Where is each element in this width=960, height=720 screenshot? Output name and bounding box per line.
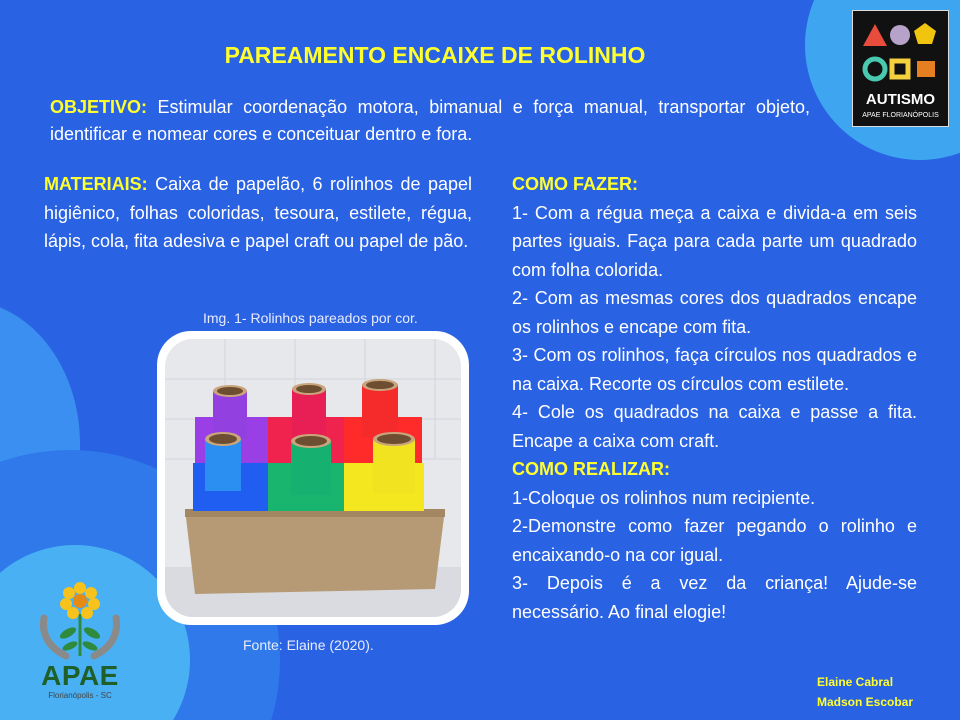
objective-label: OBJETIVO: bbox=[50, 97, 148, 117]
author-name: Elaine Cabral bbox=[817, 675, 894, 689]
objective-paragraph bbox=[50, 94, 810, 148]
photo-frame bbox=[157, 331, 469, 625]
apae-logo bbox=[30, 578, 130, 703]
how-to-do-step: 1-Coloque os rolinhos num recipiente. bbox=[512, 487, 816, 508]
authors bbox=[817, 672, 913, 712]
instructions-column bbox=[512, 170, 917, 626]
objective-text: Estimular coordenação motora, bimanual e força manual, transportar objeto, identificar e nomear cores e conceituar dentro e fora. bbox=[50, 97, 810, 144]
how-to-make-step: 1- Com a régua meça a caixa e divida-a em seis partes iguais. Faça para cada parte um quadrado com folha colorida. bbox=[512, 202, 917, 280]
how-to-make-step: 4- Cole os quadrados na caixa e passe a fita. Encape a caixa com craft. bbox=[512, 402, 917, 451]
how-to-make-step: 3- Com os rolinhos, faça círculos nos quadrados e na caixa. Recorte os círculos com estilete. bbox=[512, 345, 917, 394]
autismo-logo-subtext: APAE FLORIANÓPOLIS bbox=[862, 112, 939, 119]
image-caption: Img. 1- Rolinhos pareados por cor. bbox=[203, 310, 418, 326]
flower-hands-icon bbox=[30, 578, 130, 660]
rolls-box-illustration bbox=[165, 339, 461, 617]
autismo-logo-text: AUTISMO bbox=[865, 91, 936, 108]
image-source: Fonte: Elaine (2020). bbox=[243, 637, 374, 653]
how-to-make-label: COMO FAZER: bbox=[512, 174, 638, 194]
author-name: Madson Escobar bbox=[817, 695, 914, 709]
page-title: PAREAMENTO ENCAIXE DE ROLINHO bbox=[224, 42, 646, 68]
autismo-logo bbox=[852, 10, 949, 127]
rolls-box-photo bbox=[165, 339, 461, 617]
how-to-do-step: 2-Demonstre como fazer pegando o rolinho e encaixando-o na cor igual. bbox=[512, 516, 917, 565]
materials-paragraph bbox=[44, 170, 472, 256]
apae-logo-name: APAE bbox=[41, 660, 119, 691]
apae-logo-city: Florianópolis - SC bbox=[48, 691, 112, 700]
how-to-do-step: 3- Depois é a vez da criança! Ajude-se necessário. Ao final elogie! bbox=[512, 573, 917, 622]
how-to-do-label: COMO REALIZAR: bbox=[512, 459, 670, 479]
materials-text: Caixa de papelão, 6 rolinhos de papel higiênico, folhas coloridas, tesoura, estilete, régua, lápis, cola, fita adesiva e papel craft ou papel de pão. bbox=[44, 174, 472, 251]
how-to-make-step: 2- Com as mesmas cores dos quadrados encape os rolinhos e encape com fita. bbox=[512, 288, 917, 337]
materials-label: MATERIAIS: bbox=[44, 174, 148, 194]
shapes-icon bbox=[853, 11, 948, 91]
